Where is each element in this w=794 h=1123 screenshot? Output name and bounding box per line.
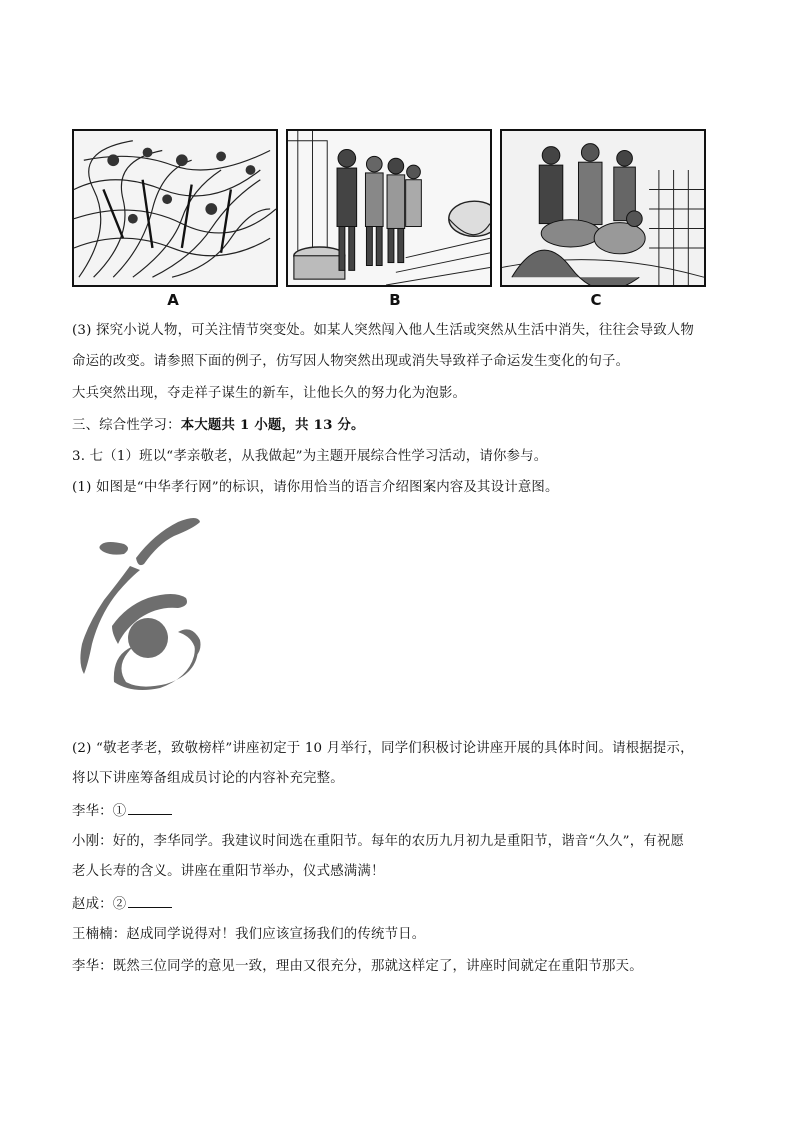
section-3-score: 本大题共 1 小题，共 13 分。 xyxy=(180,417,365,433)
dialogue-wangnannan: 王楠楠：赵成同学说得对！我们应该宣扬我们的传统节日。 xyxy=(72,927,426,942)
section-3-prefix: 三、综合性学习： xyxy=(72,418,181,433)
panel-label-b: B xyxy=(389,291,401,309)
example-sentence: 大兵突然出现，夺走祥子谋生的新车，让他长久的努力化为泡影。 xyxy=(72,386,467,401)
question-3-part1: (1) 如图是“中华孝行网”的标识，请你用恰当的语言介绍图案内容及其设计意图。 xyxy=(72,480,559,495)
q3-part3-line1: (3) 探究小说人物，可关注情节突变处。如某人突然闯入他人生活或突然从生活中消失，往往会导致人物 xyxy=(72,323,695,338)
illustration-panel-a xyxy=(72,129,278,287)
panel-a-drawing xyxy=(74,131,276,285)
dialogue-zhaocheng xyxy=(72,895,172,914)
question-3-part2-line1: (2) “敬老孝老，致敬榜样”讲座初定于 10 月举行，同学们积极讨论讲座开展的具体时间。请根据提示， xyxy=(72,741,694,756)
illustration-row xyxy=(72,129,706,289)
answer-blank-1[interactable] xyxy=(128,802,172,815)
panel-label-c: C xyxy=(590,291,602,309)
answer-blank-2[interactable] xyxy=(128,895,172,908)
panel-b-drawing xyxy=(288,131,490,285)
dialogue-lihua-2: 李华：既然三位同学的意见一致，理由又很充分，那就这样定了，讲座时间就定在重阳节那天。 xyxy=(72,959,643,974)
dialogue-lihua-1 xyxy=(72,802,172,821)
question-3-part2-line2: 将以下讲座筹备组成员讨论的内容补充完整。 xyxy=(72,771,344,786)
dialogue-zhaocheng-text: 赵成：② xyxy=(72,897,127,912)
section-3-heading xyxy=(72,416,365,435)
dialogue-xiaogang-line2: 老人长寿的含义。讲座在重阳节举办，仪式感满满！ xyxy=(72,864,385,879)
illustration-panel-b xyxy=(286,129,492,287)
dialogue-lihua-1-text: 李华：① xyxy=(72,804,127,819)
q3-part3-line2: 命运的改变。请参照下面的例子，仿写因人物突然出现或消失导致祥子命运发生变化的句子。 xyxy=(72,354,630,369)
panel-c-drawing xyxy=(502,131,704,285)
illustration-panel-c xyxy=(500,129,706,287)
panel-label-a: A xyxy=(167,291,179,309)
dialogue-xiaogang-line1: 小刚：好的，李华同学。我建议时间选在重阳节。每年的农历九月初九是重阳节，谐音“久久”，有祝愿 xyxy=(72,834,685,849)
question-3-intro: 3. 七（1）班以“孝亲敬老，从我做起”为主题开展综合性学习活动，请你参与。 xyxy=(72,449,548,464)
xiao-logo-icon xyxy=(74,514,204,694)
